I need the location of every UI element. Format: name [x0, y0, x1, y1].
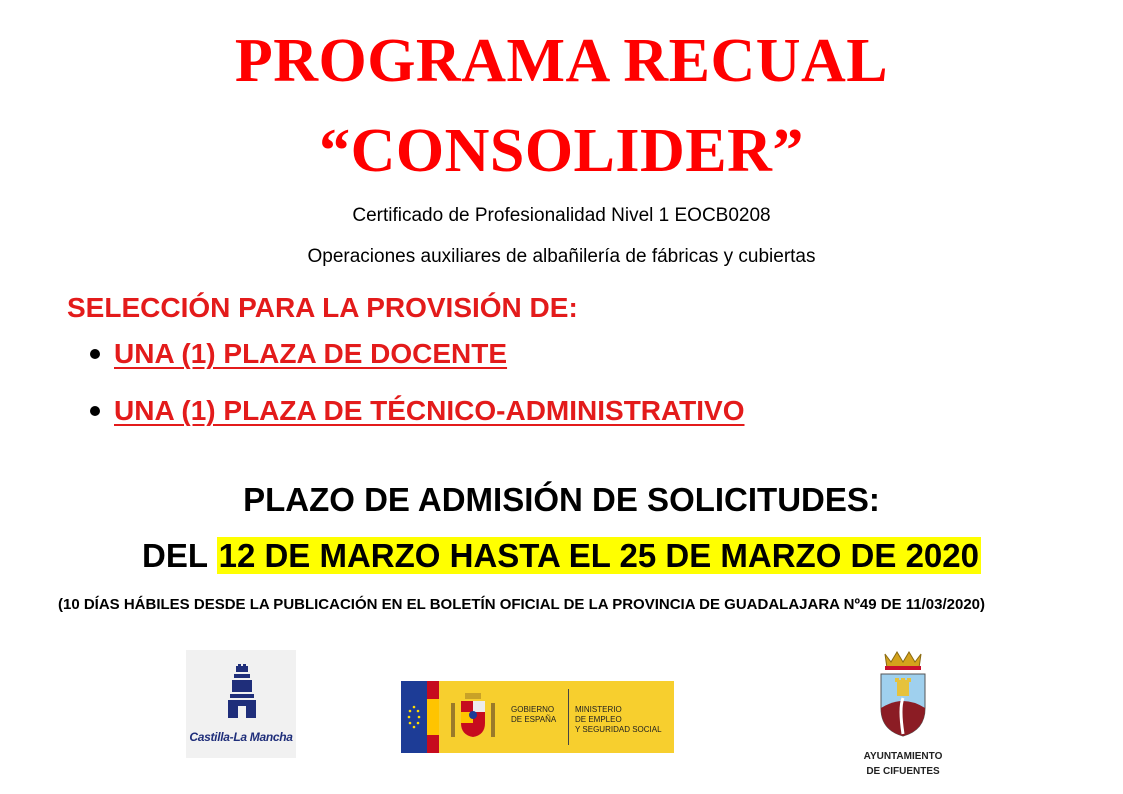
list-item — [90, 338, 507, 370]
gobierno-text — [507, 689, 569, 745]
bullet-icon — [90, 349, 100, 359]
position-docente: UNA (1) PLAZA DE DOCENTE — [114, 338, 508, 369]
subtitle-certificate: Certificado de Profesionalidad Nivel 1 EOCB0208 — [352, 205, 771, 226]
title-line-1: PROGRAMA RECUAL — [234, 27, 889, 95]
ministerio-text — [569, 681, 669, 753]
ministerio-line2: DE EMPLEO — [575, 715, 622, 724]
crown-shield-icon — [873, 650, 933, 740]
selection-heading: SELECCIÓN PARA LA PROVISIÓN DE: — [67, 292, 578, 323]
castle-icon — [226, 664, 258, 720]
deadline-prefix: DEL — [142, 537, 208, 574]
deadline-note: (10 DÍAS HÁBILES DESDE LA PUBLICACIÓN EN EL BOLETÍN OFICIAL DE LA PROVINCIA DE GUADALAJARA Nº49 DE 11/03/2020) — [58, 596, 986, 613]
deadline-dates — [0, 537, 1123, 575]
position-tecnico: UNA (1) PLAZA DE TÉCNICO-ADMINISTRATIVO — [114, 395, 745, 426]
subtitle-operations: Operaciones auxiliares de albañilería de fábricas y cubiertas — [307, 246, 816, 267]
bullet-icon — [90, 406, 100, 416]
eu-flag-icon — [401, 681, 427, 753]
ayuntamiento-label — [843, 749, 963, 779]
castilla-la-mancha-logo — [186, 650, 296, 758]
ministerio-line1: MINISTERIO — [575, 705, 622, 714]
ministerio-line3: Y SEGURIDAD SOCIAL — [575, 725, 662, 734]
deadline-highlight: 12 DE MARZO HASTA EL 25 DE MARZO DE 2020 — [218, 537, 979, 574]
clm-label: Castilla-La Mancha — [189, 730, 293, 744]
spain-flag-icon — [427, 681, 439, 753]
title-line-2: “CONSOLIDER” — [319, 117, 804, 185]
gobierno-line2: DE ESPAÑA — [511, 715, 557, 724]
deadline-heading: PLAZO DE ADMISIÓN DE SOLICITUDES: — [243, 481, 880, 518]
ayuntamiento-line2: DE CIFUENTES — [866, 766, 940, 777]
list-item — [90, 395, 745, 427]
coat-of-arms-icon — [439, 681, 507, 753]
gobierno-line1: GOBIERNO — [511, 705, 555, 714]
ayuntamiento-cifuentes-logo — [843, 650, 963, 780]
ayuntamiento-line1: AYUNTAMIENTO — [863, 751, 943, 762]
gobierno-espana-logo — [401, 681, 674, 753]
